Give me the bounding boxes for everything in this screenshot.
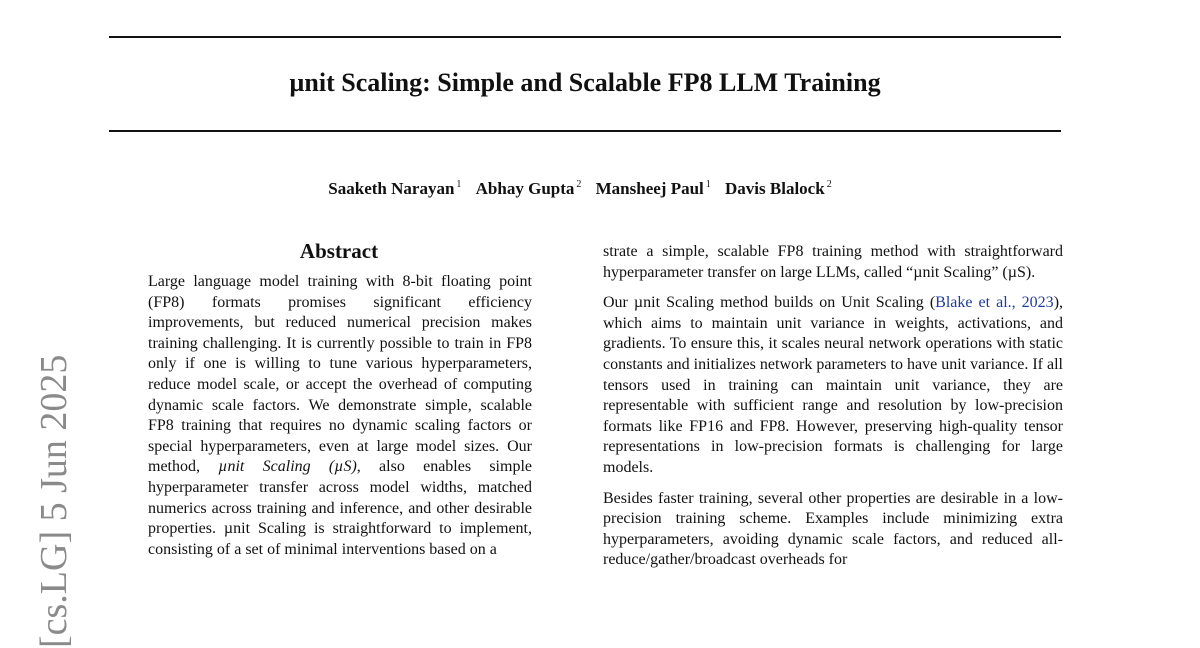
intro-paragraph: strate a simple, scalable FP8 training method with straightforward hyperparameter transfer on large LLMs, called “µnit Scaling” (µS).: [603, 243, 1063, 281]
author-affiliation: 2: [826, 179, 832, 190]
title-top-rule: [109, 36, 1061, 38]
intro-text-part: ), which aims to maintain unit variance in weights, activations, and gradients. To ensure this, it scales neural network operations with static constants and initializes network parameters to have unit variance. If all tensors used in training can maintain unit variance, they are representable with sufficient range and resolution by low-precision formats like FP16 and FP8. However, preserving high-quality tensor representations in low-precision formats is challenging for large models.: [603, 294, 1064, 476]
author: [476, 179, 582, 198]
abstract-text-part: , also enables simple hyperparameter transfer across model widths, matched numerics across training and inference, and other desirable properties. µnit Scaling is straightforward to implement, consisting of a set of minimal interventions based on a: [148, 458, 532, 558]
author-name: Mansheej Paul: [595, 178, 704, 198]
title-bottom-rule: [109, 130, 1061, 132]
arxiv-side-stamp: [cs.LG] 5 Jun 2025: [33, 354, 75, 648]
author-name: Abhay Gupta: [475, 178, 575, 198]
intro-text-part: Our µnit Scaling method builds on Unit Scaling (: [603, 294, 936, 312]
author-affiliation: 1: [456, 179, 462, 190]
abstract-text-part: Large language model training with 8-bit floating point (FP8) formats promises significant efficiency improvements, but reduced numerical precision makes training challenging. It is currently possible to train in FP8 only if one is willing to tune various hyperparameters, reduce model scale, or accept the overhead of computing dynamic scale factors. We demonstrate simple, scalable FP8 training that requires no dynamic scaling factors or special hyperparameters, even at large model sizes. Our method,: [148, 273, 532, 476]
author-name: Saaketh Narayan: [328, 178, 455, 198]
author-list: [0, 173, 1160, 201]
intro-paragraph: [603, 293, 1063, 478]
author-affiliation: 2: [576, 179, 582, 190]
method-name-emphasis: µnit Scaling (µS): [218, 458, 357, 476]
abstract-body: [148, 272, 532, 560]
intro-paragraph: Besides faster training, several other properties are desirable in a low-precision training scheme. Examples include minimizing extra hyperparameters, avoiding dynamic scale factors, and reduced all-reduce/gather/broadcast overheads for: [603, 489, 1063, 569]
paper-title: µnit Scaling: Simple and Scalable FP8 LLM Training: [289, 68, 881, 97]
citation-link[interactable]: Blake et al., 2023: [935, 294, 1054, 312]
author-affiliation: 1: [705, 179, 711, 190]
author: [725, 179, 832, 198]
author-name: Davis Blalock: [725, 178, 825, 198]
author: [596, 179, 711, 198]
intro-column: [603, 242, 1063, 581]
abstract-heading: Abstract: [299, 239, 379, 263]
author: [328, 179, 461, 198]
abstract-paragraph: [148, 272, 532, 560]
